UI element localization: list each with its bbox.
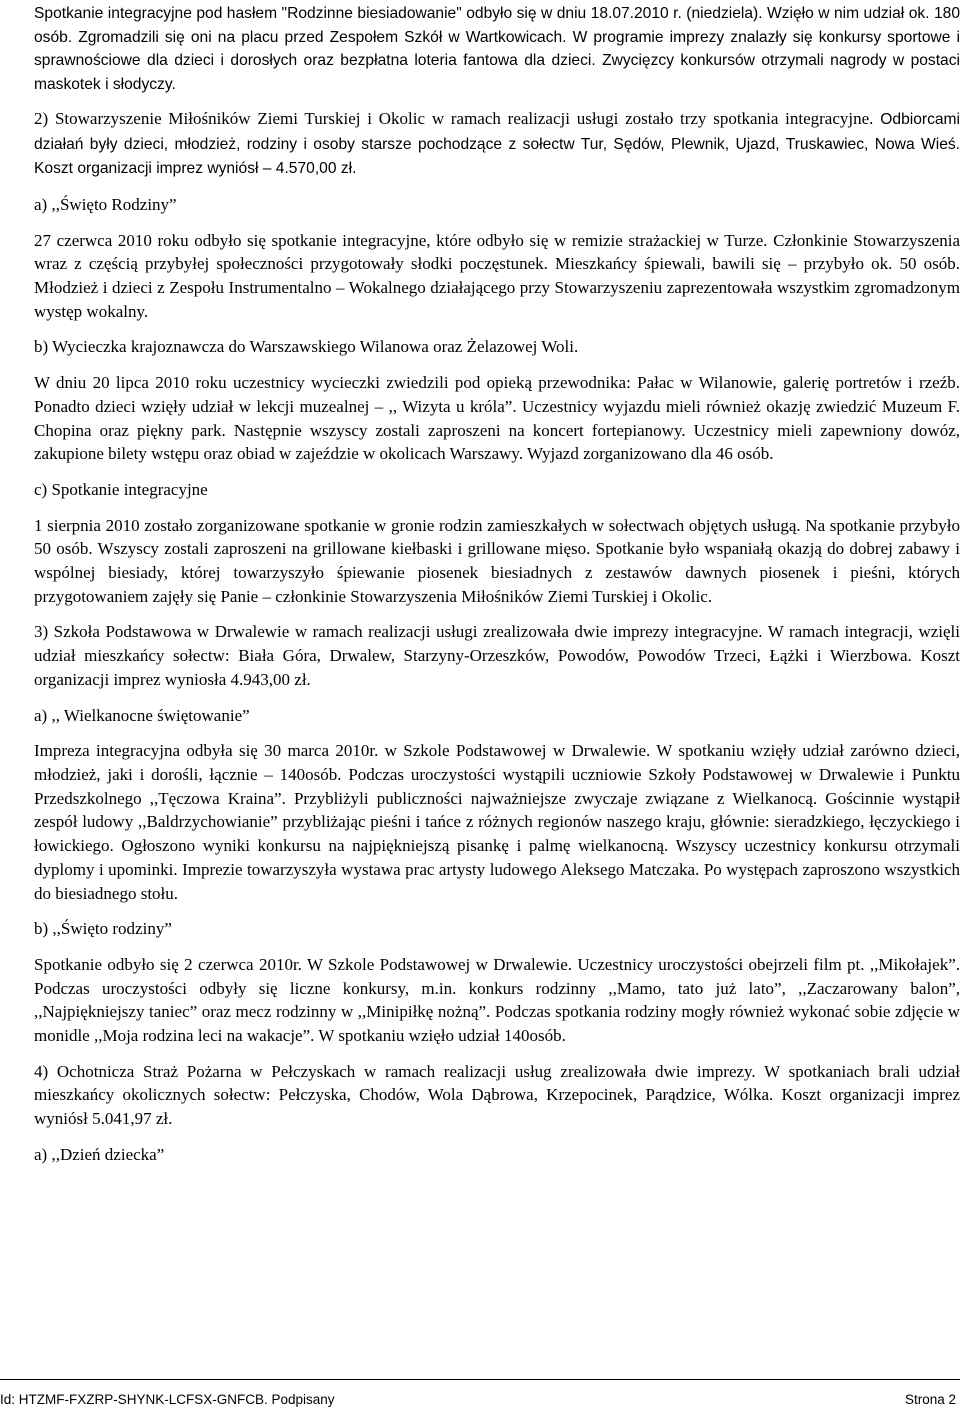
section-2-details: Odbiorcami działań były dzieci, młodzież, rodziny i osoby starsze pochodzące z sołectw Tur, Sędów, Plewnik, Ujazd, Truskawiec, Nowa Wieś. Koszt organizacji imprez wyniósł – 4.570,00 zł. [34, 110, 960, 178]
footer-divider [0, 1379, 960, 1380]
heading-3a: a) ,, Wielkanocne świętowanie” [34, 705, 250, 725]
paragraph-3a: Impreza integracyjna odbyła się 30 marca 2010r. w Szkole Podstawowej w Drwalewie. W spotkaniu wzięły udział zarówno dzieci, młodzież, jaki i dorośli, łącznie – 140osób. Podczas uroczystości wystąpili uczniowie Szkoły Podstawowej w Drwalewie i Punktu Przedszkolnego ,,Tęczowa Kraina”. Przybliżyli publiczności najważniejsze zwyczaje związane z Wielkanocą. Gościnnie wystąpił zespół ludowy ,,Baldrzychowianie” przybliżając pieśni i tańce z różnych regionów naszego kraju, głównie: sieradzkiego, łęczyckiego i łowickiego. Ogłoszono wyniki konkursu na najpiękniejszą pisankę i palmę wielkanocną. Wszyscy uczestnicy konkursu otrzymali dyplomy i upominki. Imprezie towarzyszyła wystawa prac artysty ludowego Aleksego Matczaka. Po występach zaproszono wszystkich do biesiadnego stołu. [34, 741, 960, 903]
section-2-stowarzyszenie [34, 107, 960, 181]
heading-2a: a) ,,Święto Rodziny” [34, 194, 177, 214]
document-page [34, 0, 960, 1167]
heading-2c: c) Spotkanie integracyjne [34, 479, 208, 499]
section-4-osp: 4) Ochotnicza Straż Pożarna w Pełczyskach w ramach realizacji usług zrealizowała dwie imprezy. W spotkaniach brali udział mieszkańcy okolicznych sołectw: Pełczyska, Chodów, Wola Dąbrowa, Krzepocinek, Parądzice, Wólka. Koszt organizacji imprez wyniósł 5.041,97 zł. [34, 1061, 960, 1129]
heading-4a: a) ,,Dzień dziecka” [34, 1144, 165, 1164]
paragraph-2a: 27 czerwca 2010 roku odbyło się spotkanie integracyjne, które odbyło się w remizie strażackiej w Turze. Członkinie Stowarzyszenia wraz z częścią przybyłej społeczności przygotowały słodki poczęstunek. Mieszkańcy śpiewali, bawili się – przybyło ok. 50 osób. Młodzież i dzieci z Zespołu Instrumentalno – Wokalnego działającego przy Stowarzyszeniu zaprezentowała wszystkim zgromadzonym występ wokalny. [34, 230, 960, 321]
paragraph-3b: Spotkanie odbyło się 2 czerwca 2010r. W Szkole Podstawowej w Drwalewie. Uczestnicy uroczystości obejrzeli film pt. ,,Mikołajek”. Podczas uroczystości odbyły się liczne konkursy, m.in. konkurs rodzinny ,,Mamo, tato już lato”, ,,Zaczarowany balon”, ,,Najpiękniejszy taniec” oraz mecz rodzinny w ,,Minipiłkę nożną”. Podczas spotkania rodziny mogły również wykonać sobie zdjęcie w monidle ,,Moja rodzina leci na wakacje”. W spotkaniu wzięło udział 140osób. [34, 954, 960, 1046]
page-footer [0, 1388, 960, 1408]
paragraph-rodzinne-biesiadowanie: Spotkanie integracyjne pod hasłem "Rodzinne biesiadowanie" odbyło się w dniu 18.07.2010 r. (niedziela). Wzięło w nim udział ok. 180 osób. Zgromadzili się oni na placu przed Zespołem Szkół w Wartkowicach. W programie imprezy znalazły się konkursy sportowe i sprawnościowe dla dzieci i dorosłych oraz bezpłatna loteria fantowa dla dzieci. Zwycięzcy konkursów otrzymali nagrody w postaci maskotek i słodyczy. [34, 5, 960, 94]
document-id: Id: HTZMF-FXZRP-SHYNK-LCFSX-GNFCB. Podpisany [0, 1392, 335, 1407]
section-3-szkola: 3) Szkoła Podstawowa w Drwalewie w ramach realizacji usługi zrealizowała dwie imprezy integracyjne. W ramach integracji, wzięli udział mieszkańcy sołectw: Biała Góra, Drwalew, Starzyny-Orzeszków, Powodów, Powodów Trzeci, Łążki i Wierzbowa. Koszt organizacji imprez wyniosła 4.943,00 zł. [34, 622, 960, 689]
section-2-title: 2) Stowarzyszenie Miłośników Ziemi Turskiej i Okolic w ramach realizacji usługi zostało trzy spotkania integracyjne. [34, 108, 874, 128]
page-number: Strona 2 [904, 1392, 956, 1407]
heading-3b: b) ,,Święto rodziny” [34, 919, 172, 939]
paragraph-2b: W dniu 20 lipca 2010 roku uczestnicy wycieczki zwiedzili pod opieką przewodnika: Pałac w Wilanowie, galerię portretów i rzeźb. Ponadto dzieci wzięły udział w lekcji muzealnej – ,, Wizyta u króla”. Uczestnicy wyjazdu mieli również okazję zwiedzić Muzeum F. Chopina oraz piękny park. Następnie wszyscy zostali zaproszeni na koncert fortepianowy. Uczestnicy mieli zapewniony dowóz, zakupione bilety wstępu oraz obiad w zajeździe w okolicach Warszawy. Wyjazd zorganizowano dla 46 osób. [34, 373, 960, 464]
paragraph-2c: 1 sierpnia 2010 zostało zorganizowane spotkanie w gronie rodzin zamieszkałych w sołectwach objętych usługą. Na spotkanie przybyło 50 osób. Wszyscy zostali zaproszeni na grillowane kiełbaski i grillowane mięso. Spotkanie było wspaniałą okazją do dobrej zabawy i wspólnej biesiady, której towarzyszyło śpiewanie piosenek biesiadnych z zestawów dawnych piosenek i pieśni, których przygotowaniem zajęły się Panie – członkinie Stowarzyszenia Miłośników Ziemi Turskiej i Okolic. [34, 515, 960, 606]
heading-2b: b) Wycieczka krajoznawcza do Warszawskiego Wilanowa oraz Żelazowej Woli. [34, 337, 579, 357]
